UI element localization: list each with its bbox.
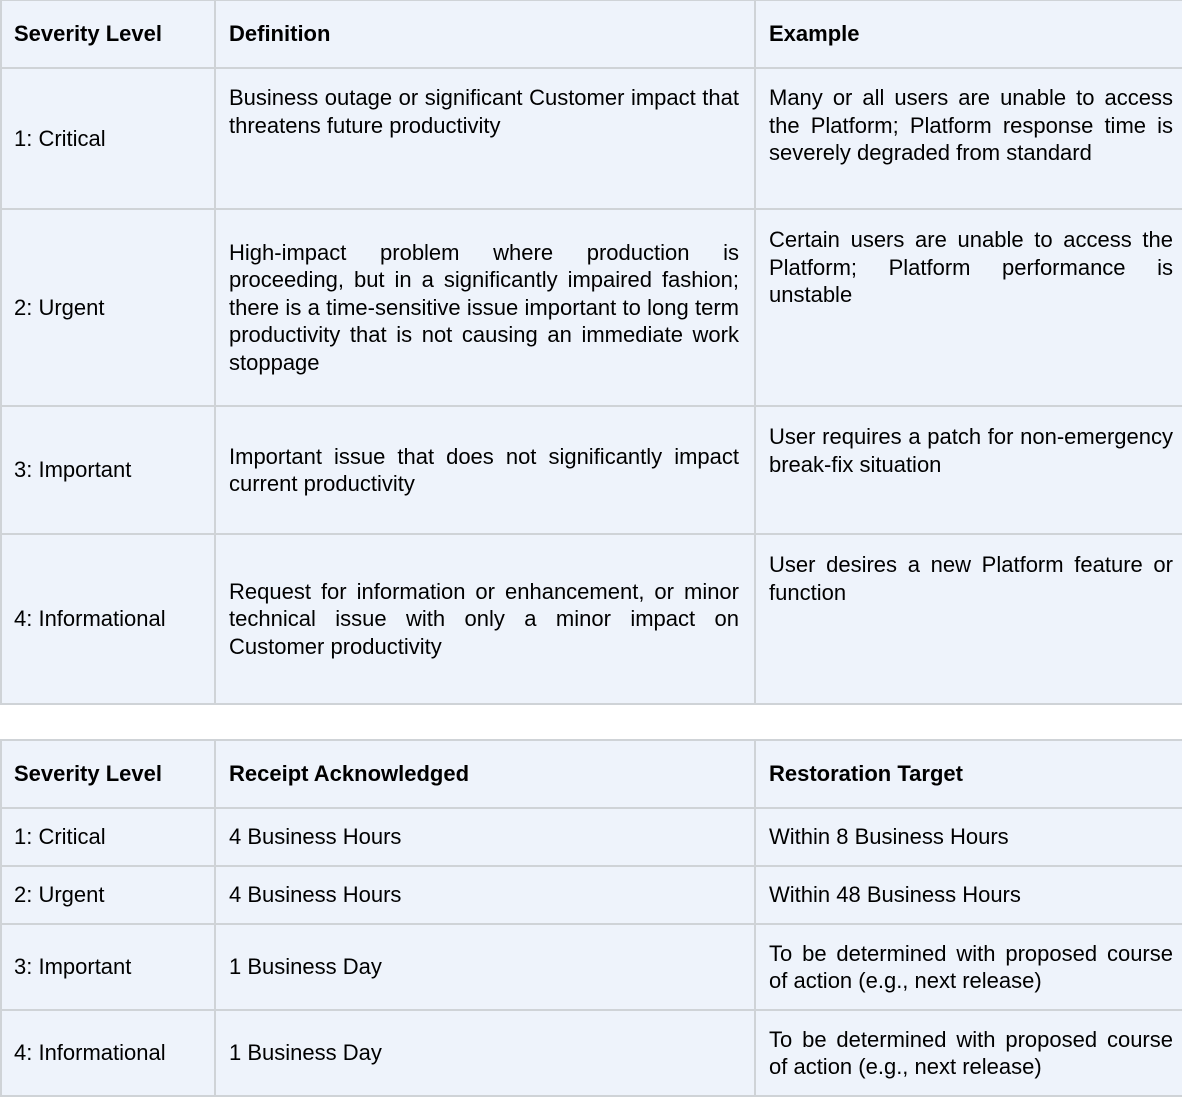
header-severity-level: Severity Level bbox=[1, 740, 215, 808]
header-example: Example bbox=[755, 0, 1182, 68]
restoration-cell: To be determined with proposed course of action (e.g., next release) bbox=[755, 924, 1182, 1010]
table-row bbox=[1, 406, 1182, 534]
header-receipt-acknowledged: Receipt Acknowledged bbox=[215, 740, 755, 808]
table-row bbox=[1, 924, 1182, 1010]
severity-cell: 2: Urgent bbox=[1, 209, 215, 406]
receipt-cell: 1 Business Day bbox=[215, 1010, 755, 1096]
definition-cell: Important issue that does not significantly impact current productivity bbox=[215, 406, 755, 534]
table-row bbox=[1, 209, 1182, 406]
table-header-row bbox=[1, 0, 1182, 68]
receipt-cell: 4 Business Hours bbox=[215, 808, 755, 866]
header-severity-level: Severity Level bbox=[1, 0, 215, 68]
definition-cell: High-impact problem where production is proceeding, but in a significantly impaired fashion; there is a time-sensitive issue important to long term productivity that is not causing an immediate work stoppage bbox=[215, 209, 755, 406]
receipt-cell: 4 Business Hours bbox=[215, 866, 755, 924]
table-header-row bbox=[1, 740, 1182, 808]
example-cell: Many or all users are unable to access the Platform; Platform response time is severely degraded from standard bbox=[755, 68, 1182, 209]
example-cell: Certain users are unable to access the Platform; Platform performance is unstable bbox=[755, 209, 1182, 406]
example-cell: User requires a patch for non-emergency break-fix situation bbox=[755, 406, 1182, 534]
table-row bbox=[1, 866, 1182, 924]
header-definition: Definition bbox=[215, 0, 755, 68]
severity-cell: 4: Informational bbox=[1, 534, 215, 704]
severity-cell: 3: Important bbox=[1, 406, 215, 534]
severity-cell: 3: Important bbox=[1, 924, 215, 1010]
definition-cell: Request for information or enhancement, or minor technical issue with only a minor impact on Customer productivity bbox=[215, 534, 755, 704]
receipt-cell: 1 Business Day bbox=[215, 924, 755, 1010]
definition-cell: Business outage or significant Customer impact that threatens future productivity bbox=[215, 68, 755, 209]
response-time-table bbox=[0, 739, 1182, 1097]
severity-cell: 1: Critical bbox=[1, 68, 215, 209]
restoration-cell: Within 48 Business Hours bbox=[755, 866, 1182, 924]
table-row bbox=[1, 808, 1182, 866]
severity-cell: 4: Informational bbox=[1, 1010, 215, 1096]
restoration-cell: Within 8 Business Hours bbox=[755, 808, 1182, 866]
table-row bbox=[1, 68, 1182, 209]
restoration-cell: To be determined with proposed course of action (e.g., next release) bbox=[755, 1010, 1182, 1096]
severity-cell: 2: Urgent bbox=[1, 866, 215, 924]
table-row bbox=[1, 534, 1182, 704]
header-restoration-target: Restoration Target bbox=[755, 740, 1182, 808]
severity-cell: 1: Critical bbox=[1, 808, 215, 866]
example-cell: User desires a new Platform feature or function bbox=[755, 534, 1182, 704]
table-row bbox=[1, 1010, 1182, 1096]
